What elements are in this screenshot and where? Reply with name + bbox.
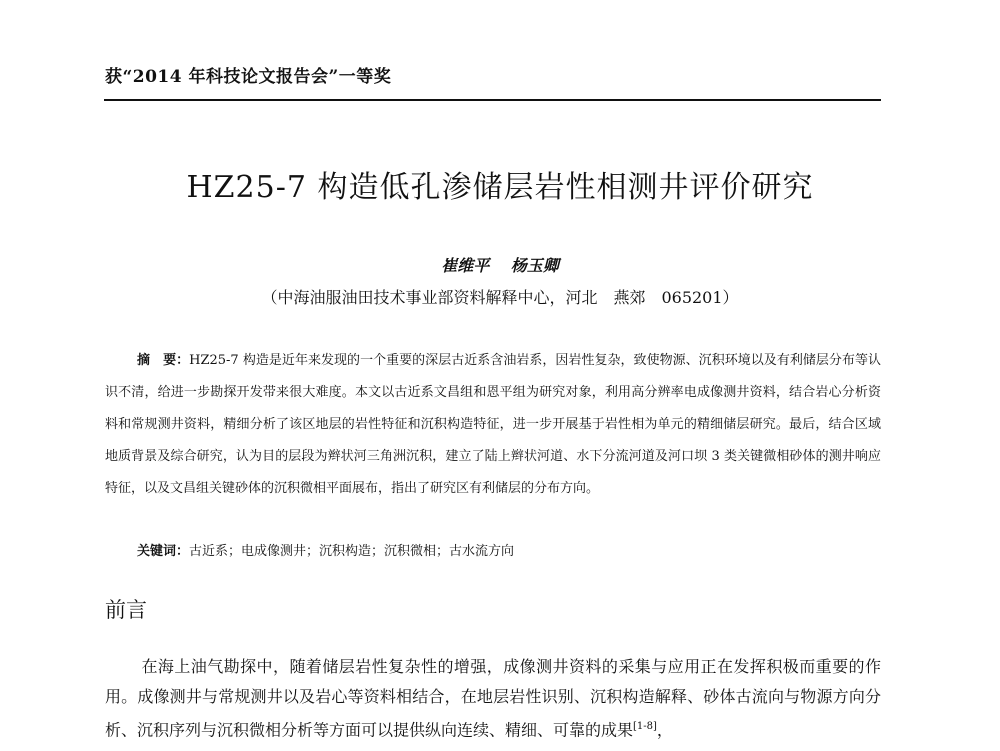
paragraph-text: 在海上油气勘探中，随着储层岩性复杂性的增强，成像测井资料的采集与应用正在发挥积极而重要的作用。成像测井与常规测井以及岩心等资料相结合，在地层岩性识别、沉积构造解释、砂体古流向与物源方向分析、沉积序列与沉积微相分析等方面可以提供纵向连续、精细、可靠的成果 — [105, 657, 881, 740]
abstract-label: 摘 要： — [137, 353, 190, 368]
paragraph-trailing: ， — [656, 720, 673, 740]
header-rule — [104, 99, 881, 101]
section-heading: 前言 — [105, 598, 147, 622]
author-name: 杨玉卿 — [510, 256, 559, 275]
body-paragraph — [105, 652, 881, 745]
paper-title: HZ25-7 构造低孔渗储层岩性相测井评价研究 — [186, 170, 814, 205]
keywords-text: 古近系；电成像测井；沉积构造；沉积微相；古水流方向 — [189, 544, 515, 559]
affiliation: （中海油服油田技术事业部资料解释中心，河北 燕郊 065201） — [261, 288, 739, 307]
abstract-text: HZ25-7 构造是近年来发现的一个重要的深层古近系含油岩系，因岩性复杂，致使物源、沉积环境以及有利储层分布等认识不清，给进一步勘探开发带来很大难度。本文以古近系文昌组和恩平组为研究对象，利用高分辨率电成像测井资料，结合岩心分析资料和常规测井资料，精细分析了该区地层的岩性特征和沉积构造特征，进一步开展基于岩性相为单元的精细储层研究。最后，结合区域地质背景及综合研究，认为目的层段为辫状河三角洲沉积，建立了陆上辫状河道、水下分流河道及河口坝 3 类关键微相砂体的测井响应特征，以及文昌组关键砂体的沉积微相平面展布，指出了研究区有利储层的分布方向。 — [105, 353, 881, 496]
keywords — [137, 540, 514, 559]
author-name: 崔维平 — [441, 256, 490, 275]
citation: [1-8] — [633, 721, 657, 732]
author-list — [0, 253, 1000, 276]
running-head: 获“2014 年科技论文报告会”一等奖 — [105, 67, 392, 87]
abstract — [105, 345, 881, 505]
keywords-label: 关键词： — [137, 544, 190, 559]
